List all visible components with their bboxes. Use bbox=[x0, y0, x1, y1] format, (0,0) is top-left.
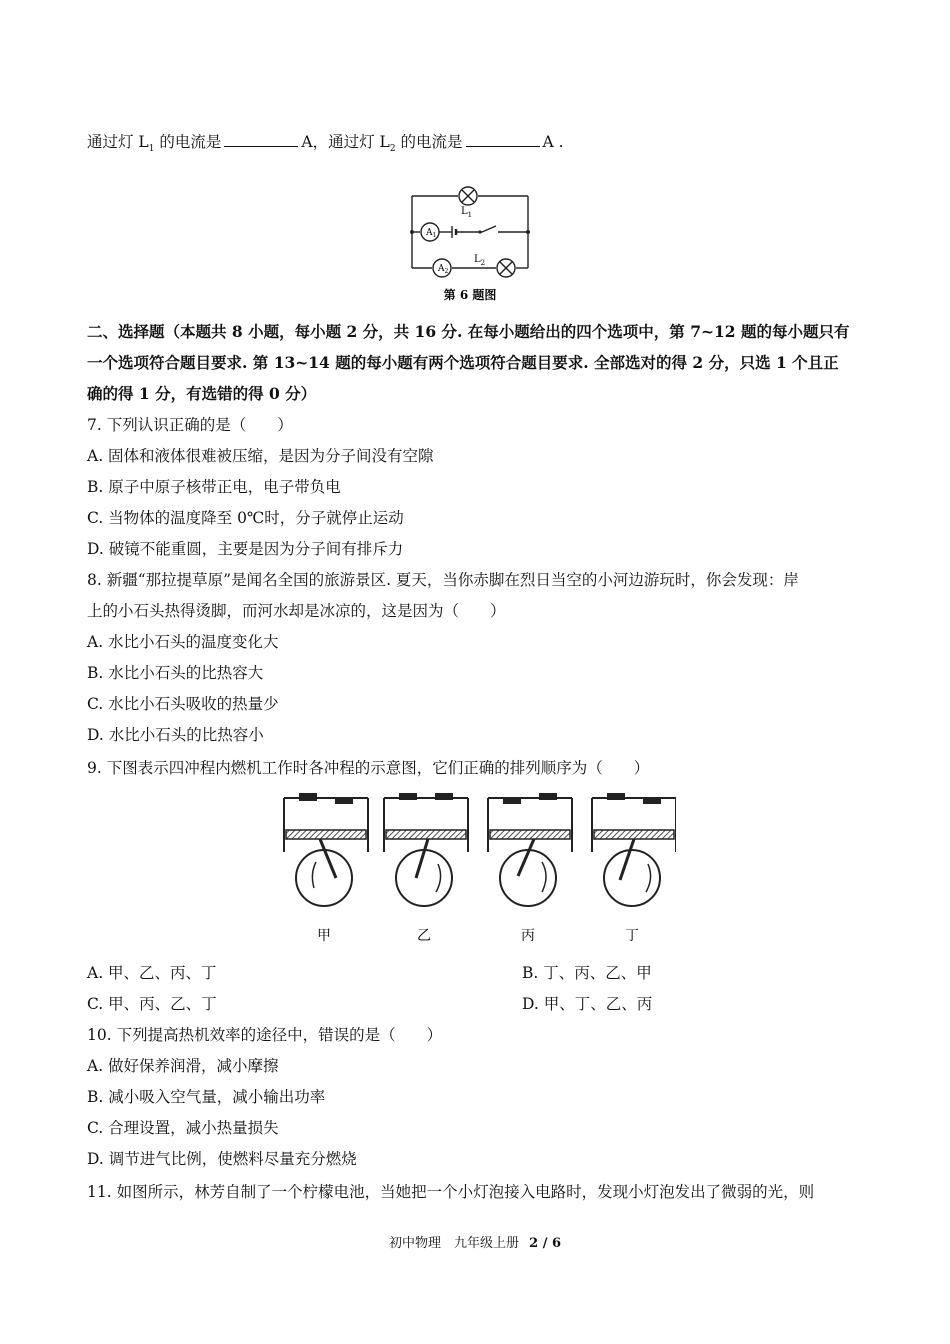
q6-unit-a: A，通过灯 L bbox=[301, 133, 390, 151]
q6-unit-b: A . bbox=[542, 133, 564, 151]
q9-option-c[interactable]: C. 甲、丙、乙、丁 bbox=[87, 995, 217, 1013]
switch-icon bbox=[482, 226, 496, 232]
q8-option-d[interactable]: D. 水比小石头的比热容小 bbox=[87, 726, 264, 744]
section2-line2: 一个选项符合题目要求. 第 13~14 题的每小题有两个选项符合题目要求. 全部选对的得 2 分，只选 1 个且正 bbox=[87, 353, 839, 372]
engine-label-jia: 甲 bbox=[317, 928, 331, 944]
q10-option-a[interactable]: A. 做好保养润滑，减小摩擦 bbox=[87, 1057, 279, 1075]
q8-stem-line1: 8. 新疆“那拉提草原”是闻名全国的旅游景区. 夏天，当你赤脚在烈日当空的小河边游玩时，你会发现：岸 bbox=[87, 571, 799, 589]
q6-blank-2[interactable] bbox=[466, 132, 540, 147]
section2-line3: 确的得 1 分，有选错的得 0 分） bbox=[87, 384, 317, 403]
q9-option-a[interactable]: A. 甲、乙、丙、丁 bbox=[87, 964, 217, 982]
circuit-figure-6 bbox=[400, 184, 540, 306]
q6-text-c: 的电流是 bbox=[395, 133, 463, 151]
engine-ding-icon bbox=[592, 794, 676, 906]
q10-option-d[interactable]: D. 调节进气比例，使燃料尽量充分燃烧 bbox=[87, 1150, 357, 1168]
q6-sub2: 2 bbox=[389, 144, 396, 155]
engine-label-bing: 丙 bbox=[521, 928, 535, 944]
q9-option-d[interactable]: D. 甲、丁、乙、丙 bbox=[522, 995, 653, 1013]
q9-option-b[interactable]: B. 丁、丙、乙、甲 bbox=[522, 964, 652, 982]
page-number: 2 / 6 bbox=[529, 1236, 562, 1251]
engine-jia-icon bbox=[284, 794, 368, 906]
q7-option-b[interactable]: B. 原子中原子核带正电，电子带负电 bbox=[87, 478, 341, 496]
engine-label-ding: 丁 bbox=[625, 928, 639, 944]
svg-text:L2: $L_2$ bbox=[474, 254, 486, 267]
q10-option-b[interactable]: B. 减小吸入空气量，减小输出功率 bbox=[87, 1088, 326, 1106]
q8-option-a[interactable]: A. 水比小石头的温度变化大 bbox=[87, 633, 279, 651]
page-footer bbox=[0, 1232, 950, 1251]
q10-option-c[interactable]: C. 合理设置，减小热量损失 bbox=[87, 1119, 279, 1137]
q8-stem-line2: 上的小石头热得烫脚，而河水却是冰凉的，这是因为（ ） bbox=[87, 602, 506, 620]
q9-stem: 9. 下图表示四冲程内燃机工作时各冲程的示意图，它们正确的排列顺序为（ ） bbox=[87, 759, 650, 777]
q7-stem: 7. 下列认识正确的是（ ） bbox=[87, 416, 293, 434]
q7-option-a[interactable]: A. 固体和液体很难被压缩，是因为分子间没有空隙 bbox=[87, 447, 434, 465]
q10-stem: 10. 下列提高热机效率的途径中，错误的是（ ） bbox=[87, 1026, 443, 1044]
svg-text:A1: $A_1$ bbox=[426, 228, 437, 239]
q11-stem: 11. 如图所示，林芳自制了一个柠檬电池，当她把一个小灯泡接入电路时，发现小灯泡发出了微弱的光，则 bbox=[87, 1183, 815, 1201]
q6-fill-line bbox=[87, 130, 564, 154]
svg-text:L1: $L_1$ bbox=[461, 206, 473, 219]
engine-yi-icon bbox=[384, 794, 468, 906]
svg-text:A2: $A_2$ bbox=[438, 264, 449, 275]
q6-text-b: 的电流是 bbox=[154, 133, 222, 151]
q8-option-b[interactable]: B. 水比小石头的比热容大 bbox=[87, 664, 264, 682]
engine-bing-icon bbox=[488, 794, 572, 906]
q6-text-a: 通过灯 L bbox=[87, 133, 149, 151]
q6-sub1: 1 bbox=[148, 144, 155, 155]
figure-6-caption: 第 6 题图 bbox=[443, 288, 497, 302]
engine-strokes-figure bbox=[276, 792, 676, 952]
q8-option-c[interactable]: C. 水比小石头吸收的热量少 bbox=[87, 695, 279, 713]
engine-label-yi: 乙 bbox=[417, 928, 431, 944]
q7-option-d[interactable]: D. 破镜不能重圆，主要是因为分子间有排斥力 bbox=[87, 540, 404, 558]
footer-title: 初中物理 九年级上册 bbox=[388, 1236, 519, 1251]
q7-option-c[interactable]: C. 当物体的温度降至 0℃时，分子就停止运动 bbox=[87, 509, 404, 527]
q6-blank-1[interactable] bbox=[224, 132, 298, 147]
section2-line1: 二、选择题（本题共 8 小题，每小题 2 分，共 16 分. 在每小题给出的四个选项中，第 7~12 题的每小题只有 bbox=[87, 322, 850, 341]
